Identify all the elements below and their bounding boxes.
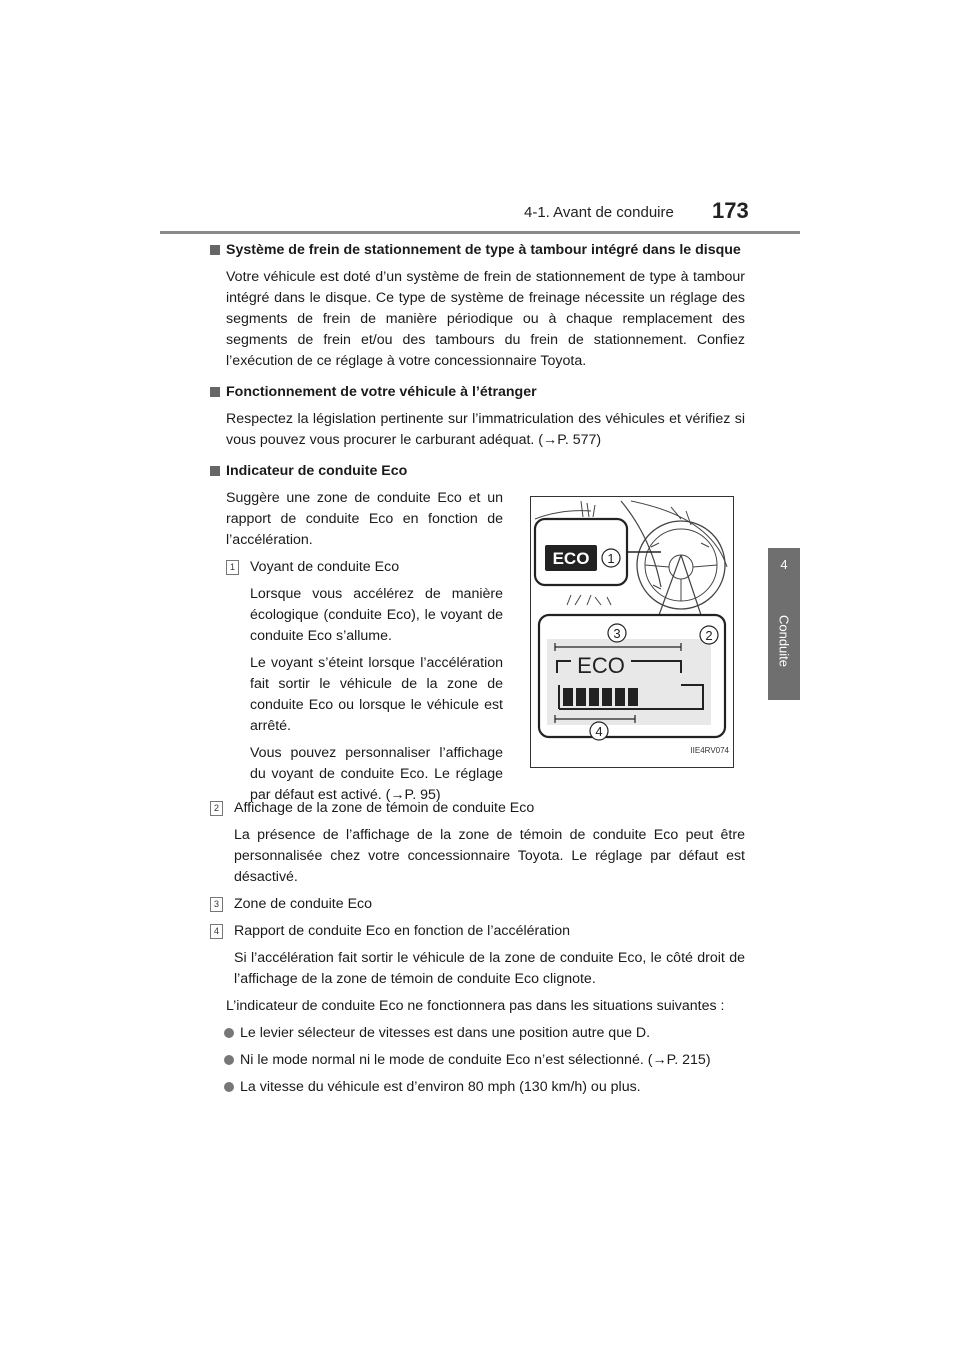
bullet-icon bbox=[224, 1028, 234, 1038]
square-bullet-icon bbox=[210, 466, 220, 476]
callout-number-icon: 3 bbox=[210, 897, 223, 912]
bullet-icon bbox=[224, 1055, 234, 1065]
header-section-title: 4-1. Avant de conduire bbox=[524, 204, 674, 221]
figure-id: IIE4RV074 bbox=[690, 746, 729, 755]
square-bullet-icon bbox=[210, 245, 220, 255]
item-4-para-1: Si l’accélération fait sortir le véhicule de la zone de conduite Eco, le côté droit de l’affichage de la zone de témoin de conduite Eco clignote. bbox=[234, 950, 745, 987]
item-2-label bbox=[210, 798, 745, 819]
eco-figure-illustration bbox=[531, 497, 733, 767]
item-1-para-2: Le voyant s’éteint lorsque l’accélération fait sortir le véhicule de la zone de conduite Eco ou lorsque le véhicule est arrêté. bbox=[250, 655, 503, 734]
bullet-text: Le levier sélecteur de vitesses est dans une position autre que D. bbox=[240, 1025, 651, 1041]
item-3-label bbox=[210, 894, 745, 915]
bullet-icon bbox=[224, 1082, 234, 1092]
section-body-frein: Votre véhicule est doté d’un système de frein de stationnement de type à tambour intégré dans le disque. Ce type de système de freinage nécessite un réglage des segments de frein de manière périodique ou à chaque remplacement des segments de frein et/ou des tambours du frein de stationnement. Confiez l’exécution de ce réglage à votre concessionnaire Toyota. bbox=[226, 269, 745, 369]
page-number: 173 bbox=[712, 198, 749, 223]
section-title-etranger bbox=[210, 382, 745, 403]
list-item bbox=[210, 1077, 745, 1098]
item-label-text: Zone de conduite Eco bbox=[234, 896, 373, 912]
callout-1-text: 1 bbox=[607, 551, 615, 566]
callout-number-icon: 4 bbox=[210, 924, 223, 939]
section-body-etranger: Respectez la législation pertinente sur l’immatriculation des véhicules et vérifiez si vous pouvez vous procurer le carburant adéquat. (→P. 577) bbox=[226, 411, 745, 448]
page-content bbox=[210, 240, 745, 1098]
list-item bbox=[210, 1023, 745, 1044]
eco-bar-segment bbox=[576, 688, 586, 706]
item-1-para-1: Lorsque vous accélérez de manière écologique (conduite Eco), le voyant de conduite Eco s’allume. bbox=[250, 586, 503, 644]
eco-indicator-figure bbox=[530, 496, 734, 768]
bullet-text: Ni le mode normal ni le mode de conduite Eco n’est sélectionné. (→P. 215) bbox=[240, 1052, 711, 1068]
callout-number-icon: 1 bbox=[226, 560, 239, 575]
eco-indicator-block bbox=[210, 488, 745, 803]
item-1-para-3: Vous pouvez personnaliser l’affichage du voyant de conduite Eco. Le réglage par défaut est activé. (→P. 95) bbox=[250, 745, 503, 803]
item-label-text: Rapport de conduite Eco en fonction de l’accélération bbox=[234, 923, 570, 939]
eco-bar-segment bbox=[589, 688, 599, 706]
item-label-text: Affichage de la zone de témoin de conduite Eco bbox=[234, 800, 535, 816]
eco-note: L’indicateur de conduite Eco ne fonctionnera pas dans les situations suivantes : bbox=[226, 998, 725, 1014]
section-title-text: Système de frein de stationnement de type à tambour intégré dans le disque bbox=[226, 242, 741, 258]
section-title-eco bbox=[210, 461, 745, 482]
chapter-tab-label: Conduite bbox=[776, 614, 792, 668]
section-title-text: Indicateur de conduite Eco bbox=[226, 463, 408, 479]
eco-bar-segment bbox=[602, 688, 612, 706]
list-item bbox=[210, 1050, 745, 1071]
chapter-tab-number: 4 bbox=[768, 548, 800, 582]
eco-display-text: ECO bbox=[577, 653, 625, 678]
callout-number-icon: 2 bbox=[210, 801, 223, 816]
callout-3-text: 3 bbox=[613, 626, 621, 641]
header-divider bbox=[160, 231, 800, 234]
eco-bar-segment bbox=[628, 688, 638, 706]
callout-2-text: 2 bbox=[705, 628, 713, 643]
section-title-frein bbox=[210, 240, 745, 261]
eco-indicator-text bbox=[226, 488, 503, 806]
chapter-tab bbox=[768, 582, 800, 700]
item-label-text: Voyant de conduite Eco bbox=[250, 559, 400, 575]
callout-4-text: 4 bbox=[595, 724, 603, 739]
item-1-label bbox=[226, 557, 503, 578]
item-2-para-1: La présence de l’affichage de la zone de témoin de conduite Eco peut être personnalisée chez votre concessionnaire Toyota. Le réglage par défaut est désactivé. bbox=[234, 827, 745, 885]
square-bullet-icon bbox=[210, 387, 220, 397]
eco-bar-segment bbox=[563, 688, 573, 706]
eco-badge-text: ECO bbox=[552, 549, 590, 568]
item-4-label bbox=[210, 921, 745, 942]
section-title-text: Fonctionnement de votre véhicule à l’étranger bbox=[226, 384, 537, 400]
eco-bar-segment bbox=[615, 688, 625, 706]
eco-intro: Suggère une zone de conduite Eco et un rapport de conduite Eco en fonction de l’accélération. bbox=[226, 490, 503, 548]
bullet-text: La vitesse du véhicule est d’environ 80 mph (130 km/h) ou plus. bbox=[240, 1079, 641, 1095]
